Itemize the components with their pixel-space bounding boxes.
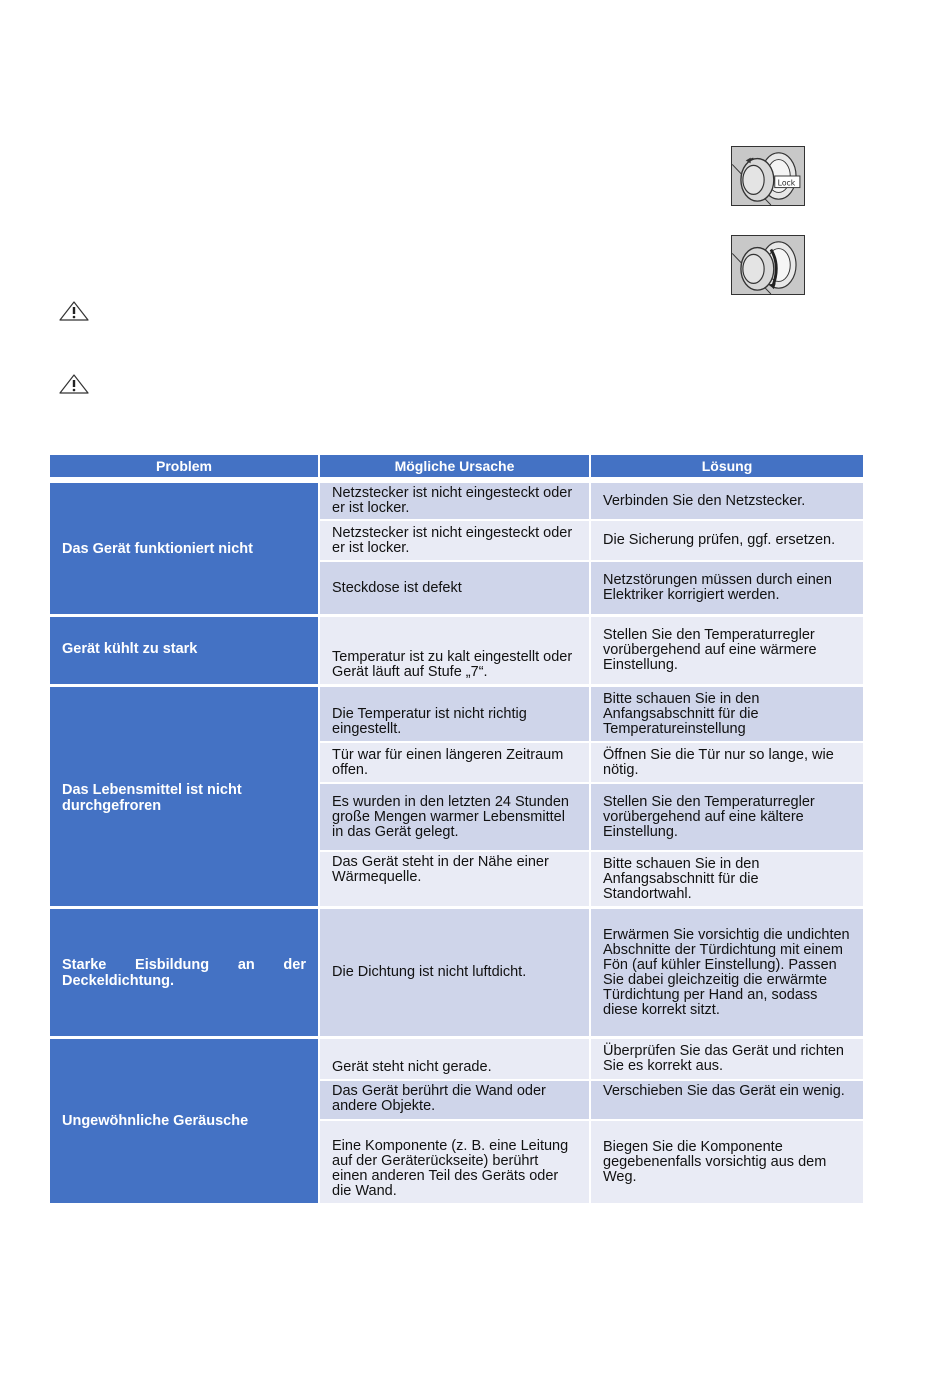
lock-label: Lock (777, 178, 796, 188)
table-header (50, 455, 863, 477)
table-row (320, 519, 863, 560)
table-row (320, 617, 863, 684)
cause-cell: Steckdose ist defekt (320, 562, 591, 614)
problem-group (50, 906, 863, 1036)
cause-cell: Das Gerät steht in der Nähe einer Wärmequelle. (320, 852, 591, 906)
solution-cell: Netzstörungen müssen durch einen Elektriker korrigiert werden. (591, 562, 863, 614)
solution-cell: Bitte schauen Sie in den Anfangsabschnitt für die Standortwahl. (591, 852, 863, 906)
solution-cell: Biegen Sie die Komponente gegebenenfalls vorsichtig aus dem Weg. (591, 1121, 863, 1203)
table-row (320, 782, 863, 850)
problem-cell: Starke Eisbildung an der Deckeldichtung. (50, 909, 320, 1036)
table-row (320, 1039, 863, 1079)
troubleshooting-table (50, 455, 863, 1203)
cause-cell: Tür war für einen längeren Zeitraum offen. (320, 743, 591, 782)
problem-cell: Gerät kühlt zu stark (50, 617, 320, 684)
cause-cell: Die Temperatur ist nicht richtig eingestellt. (320, 687, 591, 741)
table-row (320, 560, 863, 614)
table-row (320, 741, 863, 782)
solution-cell: Verschieben Sie das Gerät ein wenig. (591, 1081, 863, 1119)
cause-cell: Gerät steht nicht gerade. (320, 1039, 591, 1079)
header-cause: Mögliche Ursache (320, 455, 591, 477)
cause-cell: Es wurden in den letzten 24 Stunden große Mengen warmer Lebensmittel in das Gerät gelegt. (320, 784, 591, 850)
solution-cell: Öffnen Sie die Tür nur so lange, wie nötig. (591, 743, 863, 782)
table-row (320, 909, 863, 1036)
solution-cell: Stellen Sie den Temperaturregler vorübergehend auf eine wärmere Einstellung. (591, 617, 863, 684)
cause-cell: Die Dichtung ist nicht luftdicht. (320, 909, 591, 1036)
problem-group (50, 477, 863, 614)
table-row (320, 850, 863, 906)
solution-cell: Erwärmen Sie vorsichtig die undichten Abschnitte der Türdichtung mit einem Fön (auf kühler Einstellung). Passen Sie dabei gleichzeitig die erwärmte Türdichtung per Hand an, sodass diese korrekt sitzt. (591, 909, 863, 1036)
problem-group (50, 684, 863, 906)
problem-group (50, 1036, 863, 1203)
warning-triangle-icon (58, 373, 90, 395)
cause-cell: Eine Komponente (z. B. eine Leitung auf der Geräterückseite) berührt einen anderen Teil des Geräts oder die Wand. (320, 1121, 591, 1203)
cause-cell: Das Gerät berührt die Wand oder andere Objekte. (320, 1081, 591, 1119)
header-solution: Lösung (591, 455, 863, 477)
problem-group (50, 614, 863, 684)
knob-lock-icon (731, 146, 805, 206)
solution-cell: Bitte schauen Sie in den Anfangsabschnitt für die Temperatureinstellung (591, 687, 863, 741)
cause-cell: Temperatur ist zu kalt eingestellt oder Gerät läuft auf Stufe „7“. (320, 617, 591, 684)
warning-triangle-icon (58, 300, 90, 322)
solution-cell: Überprüfen Sie das Gerät und richten Sie es korrekt aus. (591, 1039, 863, 1079)
table-row (320, 1079, 863, 1119)
table-row (320, 687, 863, 741)
solution-cell: Verbinden Sie den Netzstecker. (591, 483, 863, 519)
problem-cell: Das Lebensmittel ist nicht durchgefroren (50, 687, 320, 906)
problem-cell: Ungewöhnliche Geräusche (50, 1039, 320, 1203)
cause-cell: Netzstecker ist nicht eingesteckt oder er ist locker. (320, 521, 591, 560)
cause-cell: Netzstecker ist nicht eingesteckt oder er ist locker. (320, 483, 591, 519)
solution-cell: Stellen Sie den Temperaturregler vorübergehend auf eine kältere Einstellung. (591, 784, 863, 850)
knob-rotate-icon (731, 235, 805, 295)
table-row (320, 1119, 863, 1203)
header-problem: Problem (50, 455, 320, 477)
table-row (320, 483, 863, 519)
problem-cell: Das Gerät funktioniert nicht (50, 483, 320, 614)
solution-cell: Die Sicherung prüfen, ggf. ersetzen. (591, 521, 863, 560)
